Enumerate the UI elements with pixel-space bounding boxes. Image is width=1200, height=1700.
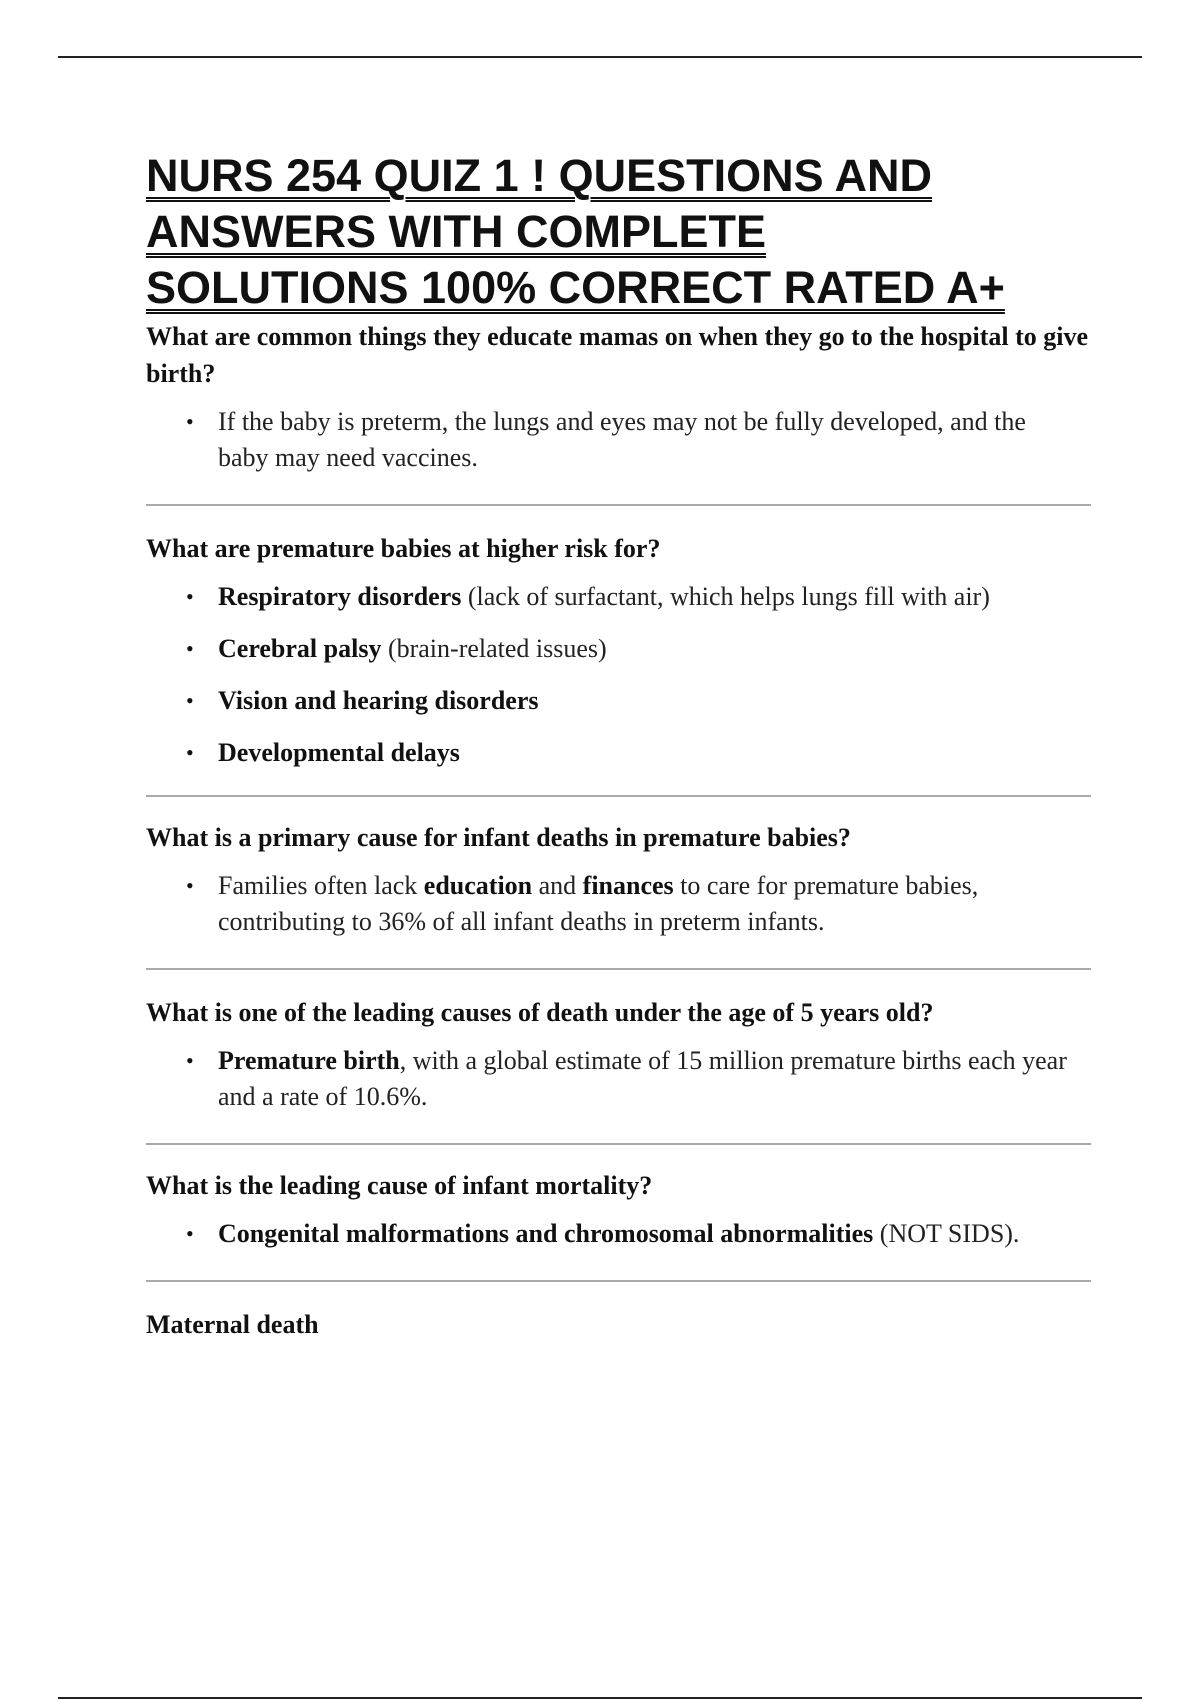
document-content bbox=[146, 148, 1091, 1343]
answer-text: If the baby is preterm, the lungs and eyes may not be fully developed, and the baby may need vaccines. bbox=[218, 407, 1026, 472]
answer-text: (NOT SIDS). bbox=[873, 1219, 1020, 1248]
answer-text: (brain-related issues) bbox=[381, 634, 607, 663]
question-heading: What is a primary cause for infant deaths in premature babies? bbox=[146, 823, 851, 852]
qa-block bbox=[146, 819, 1091, 940]
answer-bold: Vision and hearing disorders bbox=[218, 686, 539, 715]
answer-list bbox=[146, 1216, 1091, 1252]
answer-item bbox=[146, 683, 1091, 719]
question-heading: Maternal death bbox=[146, 1310, 319, 1339]
section-divider bbox=[146, 795, 1091, 797]
answer-item bbox=[146, 1216, 1091, 1252]
page-top-rule bbox=[58, 56, 1142, 58]
answer-list bbox=[146, 868, 1091, 940]
answer-item bbox=[146, 579, 1091, 615]
bullet-icon: • bbox=[186, 1048, 194, 1073]
bullet-icon: • bbox=[186, 740, 194, 765]
answer-text: , with a global estimate of 15 million premature births each year and a rate of 10.6%. bbox=[218, 1046, 1067, 1111]
answer-list bbox=[146, 579, 1091, 771]
answer-list bbox=[146, 1043, 1091, 1115]
answer-text: Families often lack bbox=[218, 871, 424, 900]
answer-bold: Respiratory disorders bbox=[218, 582, 462, 611]
qa-block bbox=[146, 1306, 1091, 1343]
answer-text: and bbox=[532, 871, 583, 900]
answer-text: (lack of surfactant, which helps lungs fill with air) bbox=[461, 582, 990, 611]
bullet-icon: • bbox=[186, 409, 194, 434]
answer-bold: education bbox=[423, 871, 533, 900]
section-divider bbox=[146, 1143, 1091, 1145]
section-divider bbox=[146, 1280, 1091, 1282]
title-line: SOLUTIONS 100% CORRECT RATED A+ bbox=[146, 262, 1005, 313]
question-heading: What are premature babies at higher risk for? bbox=[146, 534, 661, 563]
question-heading: What is the leading cause of infant mortality? bbox=[146, 1171, 653, 1200]
bullet-icon: • bbox=[186, 873, 194, 898]
answer-item bbox=[146, 1043, 1091, 1115]
answer-list bbox=[146, 404, 1091, 476]
question-heading: What are common things they educate mamas on when they go to the hospital to give birth? bbox=[146, 322, 1088, 388]
qa-block bbox=[146, 1167, 1091, 1252]
page-bottom-rule bbox=[58, 1697, 1142, 1699]
answer-bold: Premature birth bbox=[218, 1046, 400, 1075]
qa-block bbox=[146, 318, 1091, 476]
title-line: NURS 254 QUIZ 1 ! QUESTIONS AND bbox=[146, 150, 932, 201]
answer-bold: Cerebral palsy bbox=[218, 634, 382, 663]
answer-item bbox=[146, 404, 1091, 476]
answer-bold: Congenital malformations and chromosomal abnormalities bbox=[218, 1219, 874, 1248]
section-divider bbox=[146, 968, 1091, 970]
answer-bold: Developmental delays bbox=[218, 738, 460, 767]
answer-bold: finances bbox=[582, 871, 674, 900]
question-heading: What is one of the leading causes of death under the age of 5 years old? bbox=[146, 998, 934, 1027]
answer-item bbox=[146, 631, 1091, 667]
bullet-icon: • bbox=[186, 636, 194, 661]
bullet-icon: • bbox=[186, 688, 194, 713]
bullet-icon: • bbox=[186, 1221, 194, 1246]
section-divider bbox=[146, 504, 1091, 506]
bullet-icon: • bbox=[186, 584, 194, 609]
answer-text: to care for premature babies, contributing to 36% of all infant deaths in preterm infants. bbox=[218, 871, 979, 936]
qa-block bbox=[146, 994, 1091, 1115]
answer-item bbox=[146, 868, 1091, 940]
document-title bbox=[146, 148, 1091, 316]
answer-item bbox=[146, 735, 1091, 771]
title-line: ANSWERS WITH COMPLETE bbox=[146, 206, 766, 257]
qa-block bbox=[146, 530, 1091, 771]
